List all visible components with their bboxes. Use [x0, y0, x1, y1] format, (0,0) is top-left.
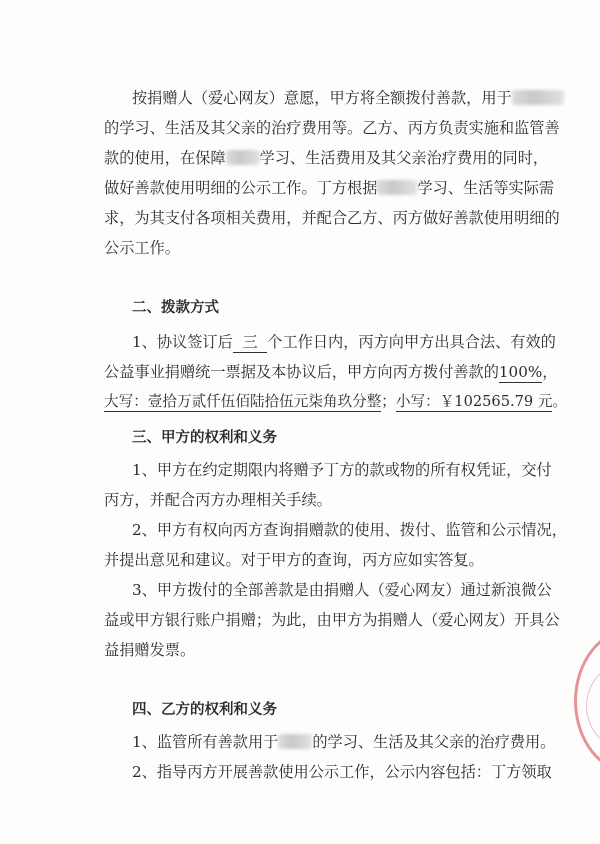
- redacted-name: [512, 90, 564, 105]
- para1-line3: 款的使用，在保障 学习、生活费用及其父亲治疗费用的同时，: [104, 149, 549, 167]
- section2-line3: 大写：壹拾万贰仟伍佰陆拾伍元柒角玖分整；小写：￥102565.79 元。: [104, 393, 568, 410]
- section2-heading: 二、拨款方式: [132, 300, 219, 316]
- redacted-name: [377, 180, 417, 195]
- section2-line2: 公益事业捐赠统一票据及本协议后，甲方向丙方拨付善款的100%，: [104, 363, 558, 381]
- para1-line6: 公示工作。: [104, 239, 180, 257]
- redacted-name: [278, 734, 312, 749]
- para1-line2: 的学习、生活及其父亲的治疗费用等。乙方、丙方负责实施和监管善: [104, 119, 560, 137]
- section3-line5: 3、甲方拨付的全部善款是由捐赠人（爱心网友）通过新浪微公: [132, 581, 552, 599]
- para1-line5: 求，为其支付各项相关费用，并配合乙方、丙方做好善款使用明细的: [104, 209, 560, 227]
- para1-line4: 做好善款使用明细的公示工作。丁方根据 学习、生活等实际需: [104, 179, 555, 197]
- section3-line1: 1、甲方在约定期限内将赠予丁方的款或物的所有权凭证，交付: [132, 461, 552, 479]
- section3-heading: 三、甲方的权利和义务: [132, 430, 277, 446]
- amount-lowercase: 小写：￥102565.79 元: [395, 393, 553, 410]
- section2-line1: 1、协议签订后 三 个工作日内，丙方向甲方出具合法、有效的: [132, 333, 556, 351]
- section4-line2: 2、指导丙方开展善款使用公示工作，公示内容包括：丁方领取: [132, 763, 552, 781]
- section3-line7: 益捐赠发票。: [104, 641, 196, 659]
- section3-line4: 并提出意见和建议。对于甲方的查询，丙方应如实答复。: [104, 551, 484, 569]
- section4-heading: 四、乙方的权利和义务: [132, 702, 277, 718]
- amount-uppercase: 大写：壹拾万贰仟伍佰陆拾伍元柒角玖分整: [104, 393, 382, 410]
- section4-line1: 1、监管所有善款用于 的学习、生活及其父亲的治疗费用。: [132, 733, 556, 751]
- redacted-name: [226, 150, 260, 165]
- para1-line1: 按捐赠人（爱心网友）意愿，甲方将全额拨付善款，用于: [132, 88, 544, 108]
- days-value: 三: [233, 333, 268, 353]
- section3-line2: 丙方，并配合丙方办理相关手续。: [104, 491, 332, 509]
- section3-line3: 2、甲方有权向丙方查询捐赠款的使用、拨付、监管和公示情况，: [132, 521, 567, 539]
- percent-value: 100%: [498, 363, 543, 381]
- section3-line6: 益或甲方银行账户捐赠；为此，由甲方为捐赠人（爱心网友）开具公: [104, 611, 560, 629]
